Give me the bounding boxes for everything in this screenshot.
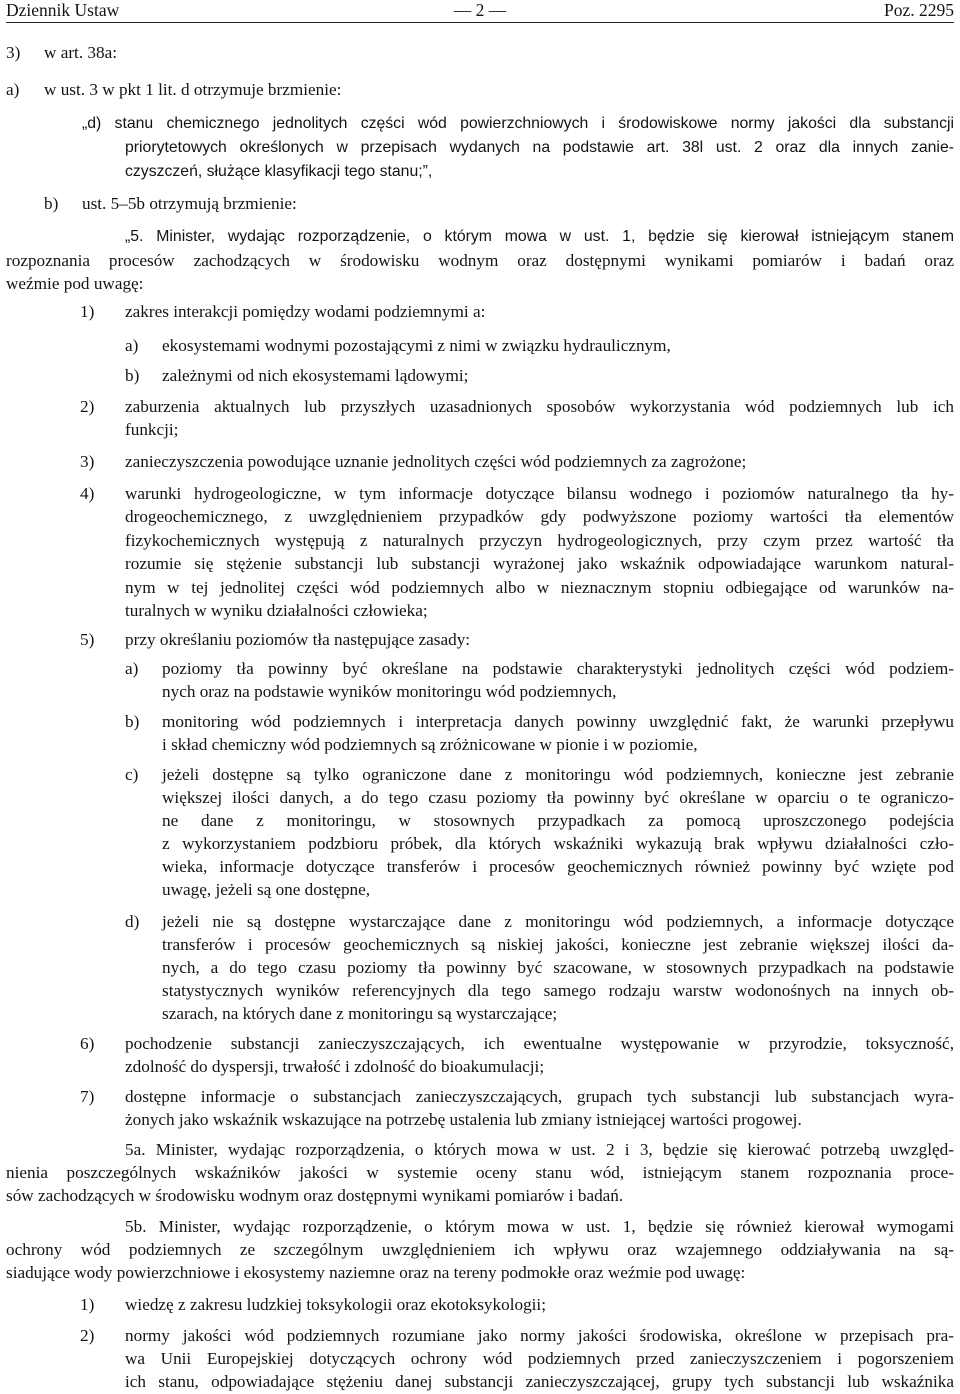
text-line: „5. Minister, wydając rozporządzenie, o którym mowa w ust. 1, będzie się kierował istniejącym stanem	[125, 228, 954, 245]
point-number: 3)	[6, 43, 21, 62]
text-line: 5b. Minister, wydając rozporządzenie, o którym mowa w ust. 1, będzie się również kierował wymogami	[125, 1217, 954, 1236]
item-number: 4)	[80, 484, 95, 503]
text-line: rozumie się stężenie substancji lub substancji wyrażonej jako wskaźnik odpowiadające warunkom natural-	[125, 554, 954, 573]
text-line: nych oraz na podstawie wyników monitoringu wód podziemnych,	[162, 682, 617, 701]
letter-text: ust. 5–5b otrzymują brzmienie:	[82, 194, 297, 213]
text-line: statystycznych wyników referencyjnych dla tego samego rodzaju warstw wodonośnych na innych ob-	[162, 981, 954, 1000]
subitem-text: ekosystemami wodnymi pozostającymi z nimi w związku hydraulicznym,	[162, 336, 671, 355]
subitem-number: b)	[125, 366, 140, 385]
item-number: 2)	[80, 1326, 95, 1345]
text-line: poziomy tła powinny być określane na podstawie charakterystyki jednolitych części wód podziem-	[162, 659, 954, 678]
text-line: wieka, informacje dotyczące transferów i procesów geochemicznych również powinny być wzięte pod	[162, 857, 954, 876]
text-line: priorytetowych określonych w przepisach wydanych na podstawie art. 38l ust. 2 oraz dla innych zanie-	[125, 139, 954, 156]
subitem-number: c)	[125, 765, 139, 784]
text-line: transferów i procesów geochemicznych są niskiej jakości, konieczne jest zebranie większej ilości da-	[162, 935, 954, 954]
text-line: weźmie pod uwagę:	[6, 274, 144, 293]
text-line: jeżeli dostępne są tylko ograniczone dane z monitoringu wód podziemnych, konieczne jest zebranie	[162, 765, 954, 784]
text-line: czyszczeń, służące klasyfikacji tego stanu;”,	[125, 163, 433, 180]
text-line: normy jakości wód podziemnych rozumiane jako normy jakości środowiska, określone w przepisach pra-	[125, 1326, 954, 1345]
subitem-number: b)	[125, 712, 140, 731]
page-header	[6, 0, 954, 23]
item-number: 1)	[80, 302, 95, 321]
text-line: pochodzenie substancji zanieczyszczających, ich ewentualne występowanie w przyrodzie, toksyczność,	[125, 1034, 954, 1053]
text-line: sów zachodzących w środowisku wodnym oraz dostępnymi wynikami pomiarów i badań.	[6, 1186, 624, 1205]
subitem-number: d)	[125, 912, 140, 931]
subitem-number: a)	[125, 659, 139, 678]
item-number: 7)	[80, 1087, 95, 1106]
text-line: nym w tej jednolitej części wód podziemnych albo w nieznacznym stopniu odbiegające od warunków na-	[125, 578, 954, 597]
text-line: drogeochemicznego, z uwzględnieniem przypadków gdy podwyższone poziomy wartości tła elementów	[125, 507, 954, 526]
position-number: Poz. 2295	[884, 0, 954, 20]
text-line: większej ilości danych, a do tego czasu poziomy tła powinny być określane w oparciu o te ograniczo-	[162, 788, 954, 807]
text-line: turalnych w wyniku działalności człowieka;	[125, 601, 428, 620]
journal-title: Dziennik Ustaw	[6, 0, 120, 20]
text-line: rozpoznania procesów zachodzących w środowisku wodnym oraz dostępnymi wynikami pomiarów i badań oraz	[6, 251, 954, 270]
text-line: zdolność do dyspersji, trwałość i zdolność do bioakumulacji;	[125, 1057, 545, 1076]
text-line: uwagę, jeżeli są one dostępne,	[162, 880, 371, 899]
text-line: funkcji;	[125, 420, 179, 439]
text-line: „d) stanu chemicznego jednolitych części wód powierzchniowych i środowiskowe normy jakości dla substancji	[82, 115, 954, 132]
text-line: 5a. Minister, wydając rozporządzenia, o których mowa w ust. 2 i 3, będzie się kierować potrzebą uwzględ-	[125, 1140, 954, 1159]
text-line: ne dane z monitoringu, w stosownych przypadkach za pomocą uproszczonego podejścia	[162, 811, 954, 830]
item-number: 6)	[80, 1034, 95, 1053]
text-line: ochrony wód podziemnych ze szczególnym uwzględnieniem ich wpływu oraz wzajemnego oddziaływania na są-	[6, 1240, 954, 1259]
item-text: przy określaniu poziomów tła następujące zasady:	[125, 630, 471, 649]
text-line: z wykorzystaniem podzbioru próbek, dla których wskaźniki wykazują brak wpływu działalności czło-	[162, 834, 954, 853]
item-text: zakres interakcji pomiędzy wodami podziemnymi a:	[125, 302, 486, 321]
text-line: nienia poszczególnych wskaźników jakości w systemie oceny stanu wód, istniejącym stanem rozpoznania proce-	[6, 1163, 954, 1182]
text-line: nych, a do tego czasu poziomy tła powinny być szacowane, w stosownych przypadkach na podstawie	[162, 958, 954, 977]
item-text: zanieczyszczenia powodujące uznanie jednolitych części wód podziemnych za zagrożone;	[125, 452, 747, 471]
subitem-text: zależnymi od nich ekosystemami lądowymi;	[162, 366, 469, 385]
item-number: 2)	[80, 397, 95, 416]
text-line: jeżeli nie są dostępne wystarczające dane z monitoringu wód podziemnych, a informacje dotyczące	[162, 912, 954, 931]
text-line: ich stanu, odpowiadające stężeniu danej substancji zanieczyszczającej, grupy tych substancji lub wskaźnika	[125, 1372, 954, 1391]
text-line: zaburzenia aktualnych lub przyszłych uzasadnionych sposobów wykorzystania wód podziemnych lub ich	[125, 397, 954, 416]
point-text: w art. 38a:	[44, 43, 118, 62]
letter-number: a)	[6, 80, 20, 99]
text-line: wa Unii Europejskiej dotyczących ochrony wód podziemnych przed zanieczyszczeniem i pogorszeniem	[125, 1349, 954, 1368]
text-line: siadujące wody powierzchniowe i ekosystemy naziemne oraz na tereny podmokłe oraz weźmie pod uwagę:	[6, 1263, 746, 1282]
item-text: wiedzę z zakresu ludzkiej toksykologii oraz ekotoksykologii;	[125, 1295, 546, 1314]
subitem-number: a)	[125, 336, 139, 355]
item-number: 3)	[80, 452, 95, 471]
text-line: dostępne informacje o substancjach zanieczyszczających, grupach tych substancji lub substancjach wyra-	[125, 1087, 954, 1106]
page-number: — 2 —	[453, 0, 507, 20]
item-number: 5)	[80, 630, 95, 649]
item-number: 1)	[80, 1295, 95, 1314]
text-line: i skład chemiczny wód podziemnych są zróżnicowane w pionie i w poziomie,	[162, 735, 698, 754]
letter-text: w ust. 3 w pkt 1 lit. d otrzymuje brzmienie:	[44, 80, 342, 99]
text-line: szarach, na których dane z monitoringu są wystarczające;	[162, 1004, 558, 1023]
text-line: żonych jako wskaźnik wskazujące na potrzebę ustalenia lub zmiany istniejącej wartości progowej.	[125, 1110, 802, 1129]
text-line: fizykochemicznych występują z naturalnych przyczyn hydrogeologicznych, przy czym przez wartość tła	[125, 531, 954, 550]
text-line: warunki hydrogeologiczne, w tym informacje dotyczące bilansu wodnego i poziomów naturalnego tła hy-	[125, 484, 954, 503]
text-line: monitoring wód podziemnych i interpretacja danych powinny uwzględnić fakt, że warunki przepływu	[162, 712, 954, 731]
letter-number: b)	[44, 194, 59, 213]
